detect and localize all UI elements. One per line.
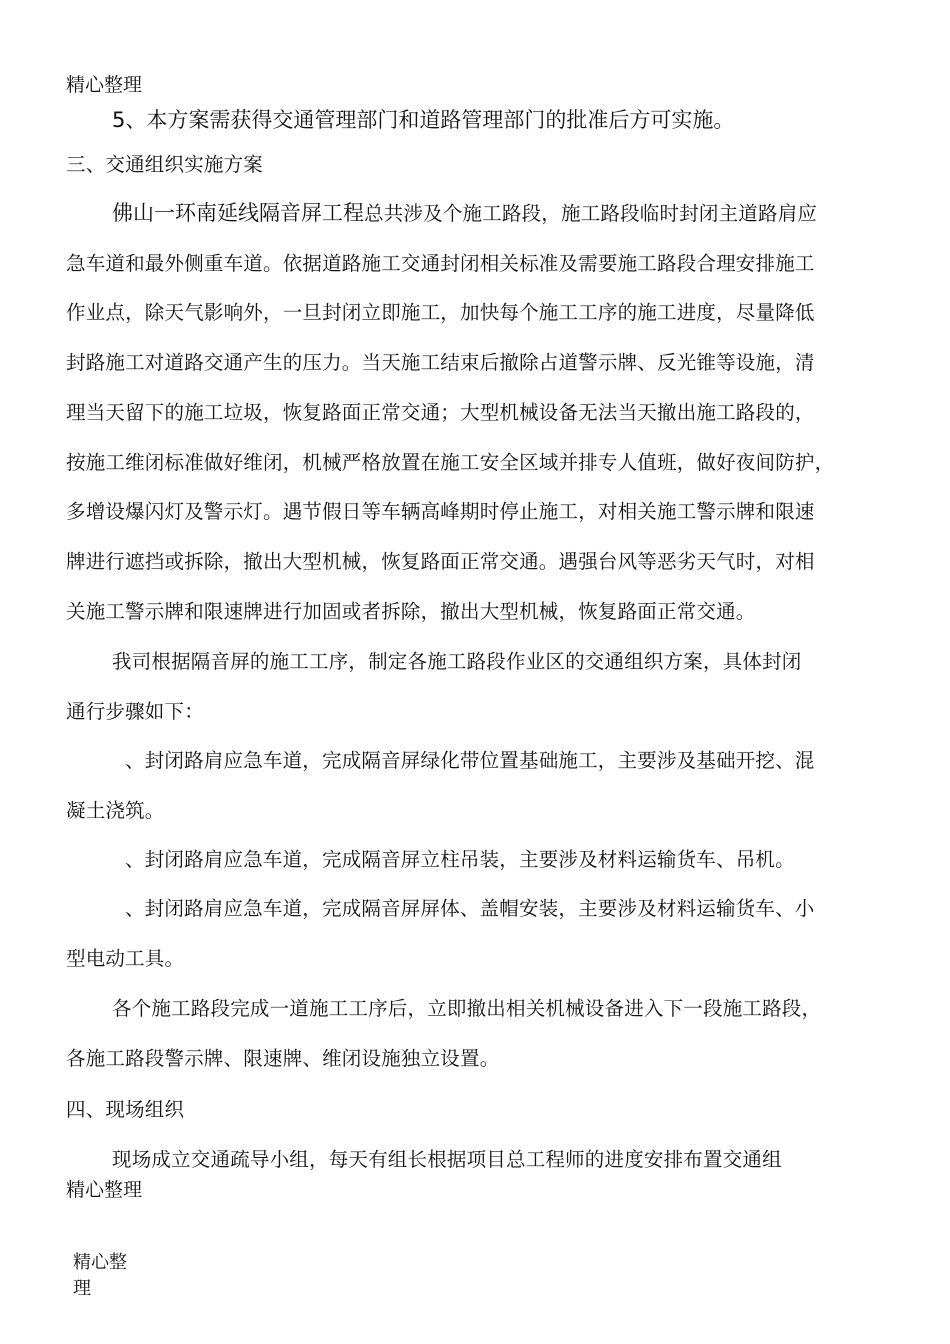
footer-label: 精心整理 (66, 1179, 143, 1201)
section-heading-3: 三、交通组织实施方案 (66, 153, 264, 176)
line-6: 封路施工对道路交通产生的压力。当天施工结束后撤除占道警示牌、反光锥等设施，清 (66, 351, 815, 374)
line-1: 5、本方案需获得交通管理部门和道路管理部门的批准后方可实施。 (112, 108, 735, 132)
line-3 (112, 197, 817, 227)
step-1-cont: 凝土浇筑。 (66, 799, 165, 822)
line-10: 牌进行遮挡或拆除，撤出大型机械，恢复路面正常交通。遇强台风等恶劣天气时，对相 (66, 550, 815, 573)
section-heading-4: 四、现场组织 (66, 1098, 185, 1121)
line-11: 关施工警示牌和限速牌进行加固或者拆除，撤出大型机械，恢复路面正常交通。 (66, 600, 756, 623)
stamp-line-2: 理 (73, 1278, 91, 1299)
line-20: 各施工路段警示牌、限速牌、维闭设施独立设置。 (66, 1047, 500, 1070)
line-22: 现场成立交通疏导小组，每天有组长根据项目总工程师的进度安排布置交通组 (112, 1148, 782, 1171)
step-3-cont: 型电动工具。 (66, 947, 185, 970)
project-name: 佛山一环南延线隔音屏工程 (112, 201, 364, 225)
line-19: 各个施工路段完成一道施工工序后，立即撤出相关机械设备进入下一段施工路段， (112, 997, 822, 1020)
line-8: 按施工维闭标准做好维闭，机械严格放置在施工安全区域并排专人值班，做好夜间防护， (66, 451, 835, 474)
line-7: 理当天留下的施工垃圾，恢复路面正常交通；大型机械设备无法当天撤出施工路段的， (66, 401, 815, 424)
header-label: 精心整理 (66, 74, 143, 96)
line-4: 急车道和最外侧重车道。依据道路施工交通封闭相关标准及需要施工路段合理安排施工 (66, 252, 815, 275)
stamp-line-1: 精心整 (73, 1252, 127, 1273)
line-9: 多增设爆闪灯及警示灯。遇节假日等车辆高峰期时停止施工，对相关施工警示牌和限速 (66, 500, 815, 523)
line-12: 我司根据隔音屏的施工工序，制定各施工路段作业区的交通组织方案，具体封闭 (112, 650, 802, 673)
step-1: 、封闭路肩应急车道，完成隔音屏绿化带位置基础施工，主要涉及基础开挖、混 (125, 749, 815, 772)
line-3-rest: 总共涉及个施工路段，施工路段临时封闭主道路肩应 (364, 202, 818, 225)
step-2: 、封闭路肩应急车道，完成隔音屏立柱吊装，主要涉及材料运输货车、吊机。 (125, 848, 795, 871)
line-13: 通行步骤如下： (66, 700, 204, 723)
step-3: 、封闭路肩应急车道，完成隔音屏屏体、盖帽安装，主要涉及材料运输货车、小 (125, 897, 815, 920)
line-5: 作业点，除天气影响外，一旦封闭立即施工，加快每个施工工序的施工进度，尽量降低 (66, 301, 815, 324)
